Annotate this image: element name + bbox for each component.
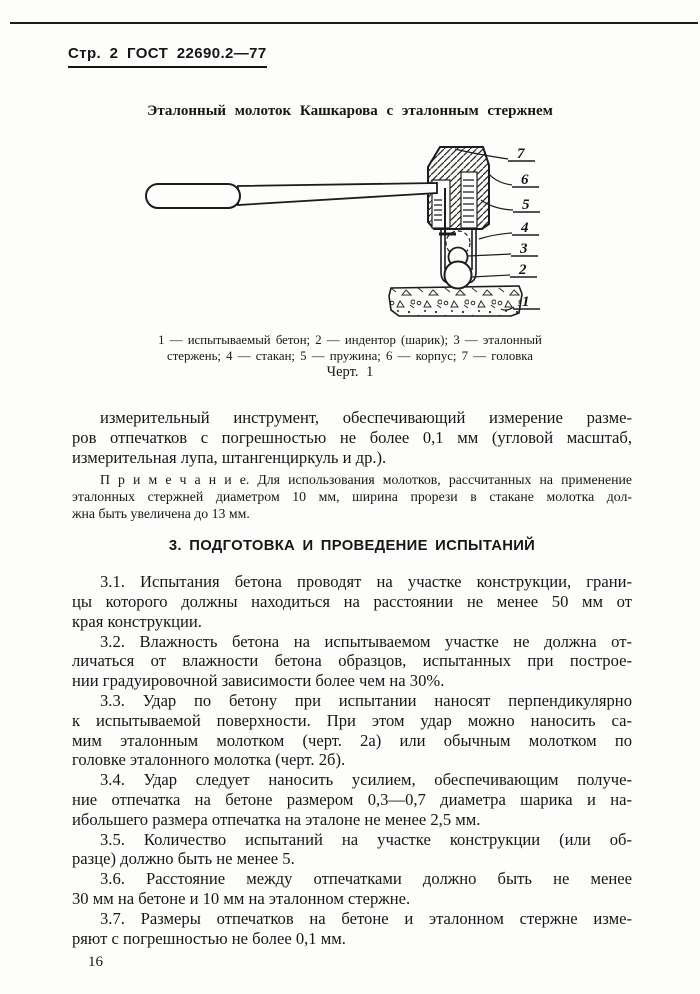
text-line: 30 мм на бетоне и 10 мм на эталонном стержне. [72,888,411,908]
callout-5: 5 [522,197,530,213]
text-line: 3.3. Удар по бетону при испытании наносят перпендикулярно [100,690,632,710]
text-line: 3.4. Удар следует наносить усилием, обеспечивающим получе- [100,770,632,790]
text-line: 3.5. Количество испытаний на участке конструкции (или об- [100,829,632,849]
hammer-handle [146,183,437,208]
callout-2: 2 [519,262,527,278]
paragraph [72,632,632,691]
section-paragraphs [72,572,632,948]
text-line: нии градуировочной зависимости более чем на 30%. [72,671,445,691]
text-line: личаться от влажности бетона образцов, испытанных при построе- [72,651,632,671]
text-line: головке эталонного молотка (черт. 2б). [72,750,346,770]
body-text [72,408,632,973]
section-heading: 3. ПОДГОТОВКА И ПРОВЕДЕНИЕ ИСПЫТАНИЙ [168,538,536,555]
text-line: жна быть увеличена до 13 мм. [72,506,250,522]
text-line: разце) должно быть не менее 5. [72,849,295,869]
caption-line: 1 — испытываемый бетон; 2 — индентор (шарик); 3 — эталонный [158,333,542,347]
handle-grip [146,184,240,208]
page-header: Стр. 2 ГОСТ 22690.2—77 [68,45,267,68]
paragraph [72,572,632,631]
text-line: 3.7. Размеры отпечатков на бетоне и эталонном стержне изме- [100,908,632,928]
text-line: 3.2. Влажность бетона на испытываемом участке не должна от- [100,631,632,651]
text-line: 3.1. Испытания бетона проводят на участке конструкции, грани- [100,572,632,592]
indenter-ball [445,262,472,289]
text-line: эталонных стержней диаметром 10 мм, ширина прорези в стакане молотка дол- [72,489,632,505]
text-line: ряют с погрешностью не более 0,1 мм. [72,928,346,948]
figure-title: Эталонный молоток Кашкарова с эталонным стержнем [147,103,553,119]
page-number: 16 [88,954,103,971]
text-line: цы которого должны находиться на расстоянии не менее 50 мм от [72,591,632,611]
figure-caption [110,333,590,364]
callout-7: 7 [517,146,525,162]
caption-line: стержень; 4 — стакан; 5 — пружина; 6 — корпус; 7 — головка [167,348,533,363]
paragraph [72,408,632,467]
callout-3: 3 [520,241,528,257]
callout-1: 1 [522,294,530,310]
paragraph [72,471,632,522]
figure-label: Черт. 1 [326,364,374,380]
text-line: ибольшего размера отпечатка на эталоне не менее 2,5 мм. [72,809,481,829]
text-line: ние отпечатка на бетоне размером 0,3—0,7 диаметра шарика и на- [72,789,632,809]
concrete-block [389,286,522,316]
text-line: края конструкции. [72,611,202,631]
text-line: 3.6. Расстояние между отпечатками должно быть не менее [100,869,632,889]
callout-6: 6 [521,172,529,188]
text-line: измерительная лупа, штангенциркуль и др.). [72,447,387,467]
scan-artifact-line [10,22,698,24]
paragraph [72,770,632,829]
text-line: измерительный инструмент, обеспечивающий измерение разме- [100,408,632,427]
hammer-diagram [145,136,545,334]
intro-paragraphs [72,408,632,522]
paragraph [72,909,632,949]
paragraph [72,869,632,909]
text-line: мим эталонным молотком (черт. 2а) или обычным молотком по [72,730,632,750]
text-line: к испытываемой поверхности. При этом удар можно наносить са- [72,710,632,730]
paragraph [72,830,632,870]
text-line: П р и м е ч а н и е. Для использования молотков, рассчитанных на применение [100,472,632,488]
callout-4: 4 [521,220,529,236]
text-line: ров отпечатков с погрешностью не более 0,1 мм (угловой масштаб, [72,427,632,447]
paragraph [72,691,632,770]
